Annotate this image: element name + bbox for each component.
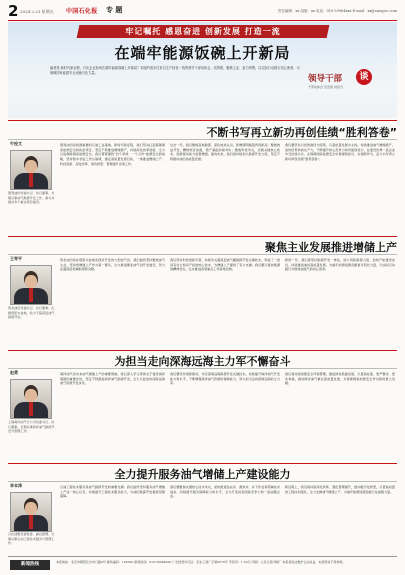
section-divider (8, 139, 397, 140)
section-title: 为担当走向深海远海主力军不懈奋斗 (114, 355, 291, 368)
article-column: 我们要坚持以党的建设为统领，以高质量发展为主线，持续推进油气增储稳产，加快培育新质生产力，不断提升核心竞争力和价值创造力，在建设世界一流企业中当好排头兵，在保障国家能源安全中展现新担当、实现新作为，奋力书写再立新功再创佳绩“胜利答卷”。 (285, 143, 395, 162)
article-column: 石油工程技术服务是油气勘探开发的重要支撑。我们始终坚持服务油气增储上产这一核心任务，持续提升工程技术服务能力，为油田勘探开发提供坚强保障。 (60, 485, 165, 499)
section-divider (8, 368, 397, 369)
article-column: 胜利油田是我国重要的石油工业基地。新时代新征程，我们坚决扛起保障国家能源安全的政治责任，坚定不移推进增储稳产，持续深化改革创新，全力以赴保障国家能源安全。我们紧紧围绕“四个革命、一个合作”能源安全新战略，坚持稳中求进工作总基调，锚定高质量发展目标，一体推进增储上产、科技创新、深化改革、绿色转型、管理提升各项工作。 (60, 143, 165, 166)
editor-note: 编者按 新时代新征程，石化企业如何在端牢能源饭碗上开新局？本版约请多位来自生产经营一线的领导干部谈体会、话思路，聚焦主业、奋力拼搏，以实际行动践行初心使命，为保障国家能源安全贡献石化力量。 (50, 66, 300, 75)
article-column: 我们将持续加强安全环保管理，推进绿色低碳发展，以更高标准、更严要求、更实举措，推动海洋油气事业高质量发展，为保障国家能源安全作出新的更大贡献。 (285, 372, 395, 386)
author-block (10, 142, 54, 147)
author-caption: 胜利油田党委书记、执行董事。长期从事油气勘探开发工作，参与并推动多个重点项目建设。 (8, 191, 55, 205)
editor-meta: 责任编辑：xx 组版：xx 电话：010-59964xxx E-mail：xx@sinopec.com (277, 9, 397, 13)
section-divider (8, 236, 397, 237)
slogan-text: 牢记嘱托 感恩奋进 创新发展 打造一流 (125, 27, 281, 36)
article-column: 我们要坚持创新驱动，攻克深海远海勘探开发关键技术，持续提升海洋油气开发能力和水平，不断增强海洋油气资源的保障能力，努力担当走向深海远海的主力军。 (170, 372, 280, 386)
article-column: 海洋油气是未来油气增储上产的重要领域。我们深入学习贯彻关于建设海洋强国的重要论述，坚定不移推进海洋油气勘探开发，全力以赴加快深海远海油气资源开发步伐。 (60, 372, 165, 386)
badge-subtitle: 干部谈体会 话发展 讲担当 (308, 85, 343, 89)
feature-banner (8, 22, 397, 118)
feature-title: 在端牢能源饭碗上开新局 (114, 44, 291, 62)
author-photo (10, 379, 52, 419)
article-column: 我们坚持科技创新引领，持续攻关超深层油气藏勘探开发关键技术，形成了一批具有自主知识产权的核心技术，为增储上产提供了有力支撑。我们要以更加饱满的精神状态，扎实推进各项重点工作落地见效。 (170, 258, 280, 272)
page-header (8, 4, 397, 21)
section-divider (8, 481, 397, 482)
section-title: 不断书写再立新功再创佳绩“胜利答卷” (206, 126, 397, 139)
section-divider (8, 120, 397, 121)
column-badge (308, 72, 374, 94)
article-column: 新征程上，我们将持续深化改革，强化管理提升，推动数字化转型，以更高质量的工程技术服务，全力支撑油气增储上产，为端牢能源饭碗贡献石化油服力量。 (285, 485, 395, 494)
badge-circle: 谈 (356, 69, 372, 85)
article-column: 西北油田是在塔里木盆地发现并开发的大型油气田。我们始终坚持聚焦油气主业，坚持把增储上产作为第一要务，全力推进顺北油气田开发建设，努力在超深层领域取得新突破。 (60, 258, 165, 272)
section-title: 聚焦主业发展推进增储上产 (265, 241, 397, 254)
author-photo (10, 150, 52, 190)
author-name: 赵勇 (10, 370, 18, 375)
author-name: 牛栓文 (10, 141, 22, 146)
footer-text: 本报地址：北京市朝阳区吉市口路9号 邮政编码：100020 新闻热线：010-59964000 广告经营许可证：京东工商广字第0076号 零售价：1.50元 印刷：人民日报印刷厂 本报将依法维护合法权益，未经授权不得转载。 (56, 560, 346, 564)
page-number: 2 (8, 2, 19, 20)
issue-date: 2024.2.23 星期五 (20, 9, 54, 14)
author-block (10, 484, 54, 489)
author-caption: 石化油服党委常委、副总经理。长期从事石油工程技术服务与管理工作。 (8, 532, 55, 546)
author-photo (10, 265, 52, 305)
section-label: 专 题 (106, 6, 123, 14)
article-column: 过去一年，我们聚焦高效勘探，深化地质认识，新增探明储量再创新高；聚焦效益开发，精细老区挖潜，稳产基础持续夯实；聚焦科技攻关，突破关键核心技术，创新驱动能力显著增强。面向未来，我们将持续加大勘探开发力度，坚定不移推动油田高质量发展。 (170, 143, 280, 162)
hotline-tag: 新闻热线 (10, 560, 50, 570)
author-photo (10, 492, 52, 532)
badge-label: 领导干部 (308, 74, 343, 84)
author-name: 王寿平 (10, 256, 22, 261)
author-name: 李本涛 (10, 483, 22, 488)
section-title: 全力提升服务油气增储上产建设能力 (114, 468, 291, 481)
article-column: 我们要聚焦关键核心技术攻关，加快推进钻完井、测录井、井下作业等领域技术进步，持续提升服务保障能力和水平，全力打造具有国际竞争力的一流油服企业。 (170, 485, 280, 499)
author-caption: 上海海洋油气分公司党委书记、执行董事。长期从事海洋油气勘探开发与管理工作。 (8, 420, 55, 434)
author-block (10, 371, 54, 376)
section-divider (8, 254, 397, 255)
page-footer (8, 556, 397, 573)
article-column: 新的一年，我们将坚持勘探开发一体化，加大风险勘探力度，加快产能建设步伐，持续推进油田高质量发展，为端牢能源饭碗贡献更多西北力量，以实际行动践行为国找油找气的初心使命。 (285, 258, 395, 272)
author-block (10, 257, 54, 262)
author-caption: 西北油田党委书记、执行董事。扎根塔里木盆地，致力于超深层油气勘探开发。 (8, 306, 55, 320)
newspaper-brand: 中国石化报 (66, 8, 98, 15)
section-divider (8, 463, 397, 464)
section-divider (8, 350, 397, 351)
